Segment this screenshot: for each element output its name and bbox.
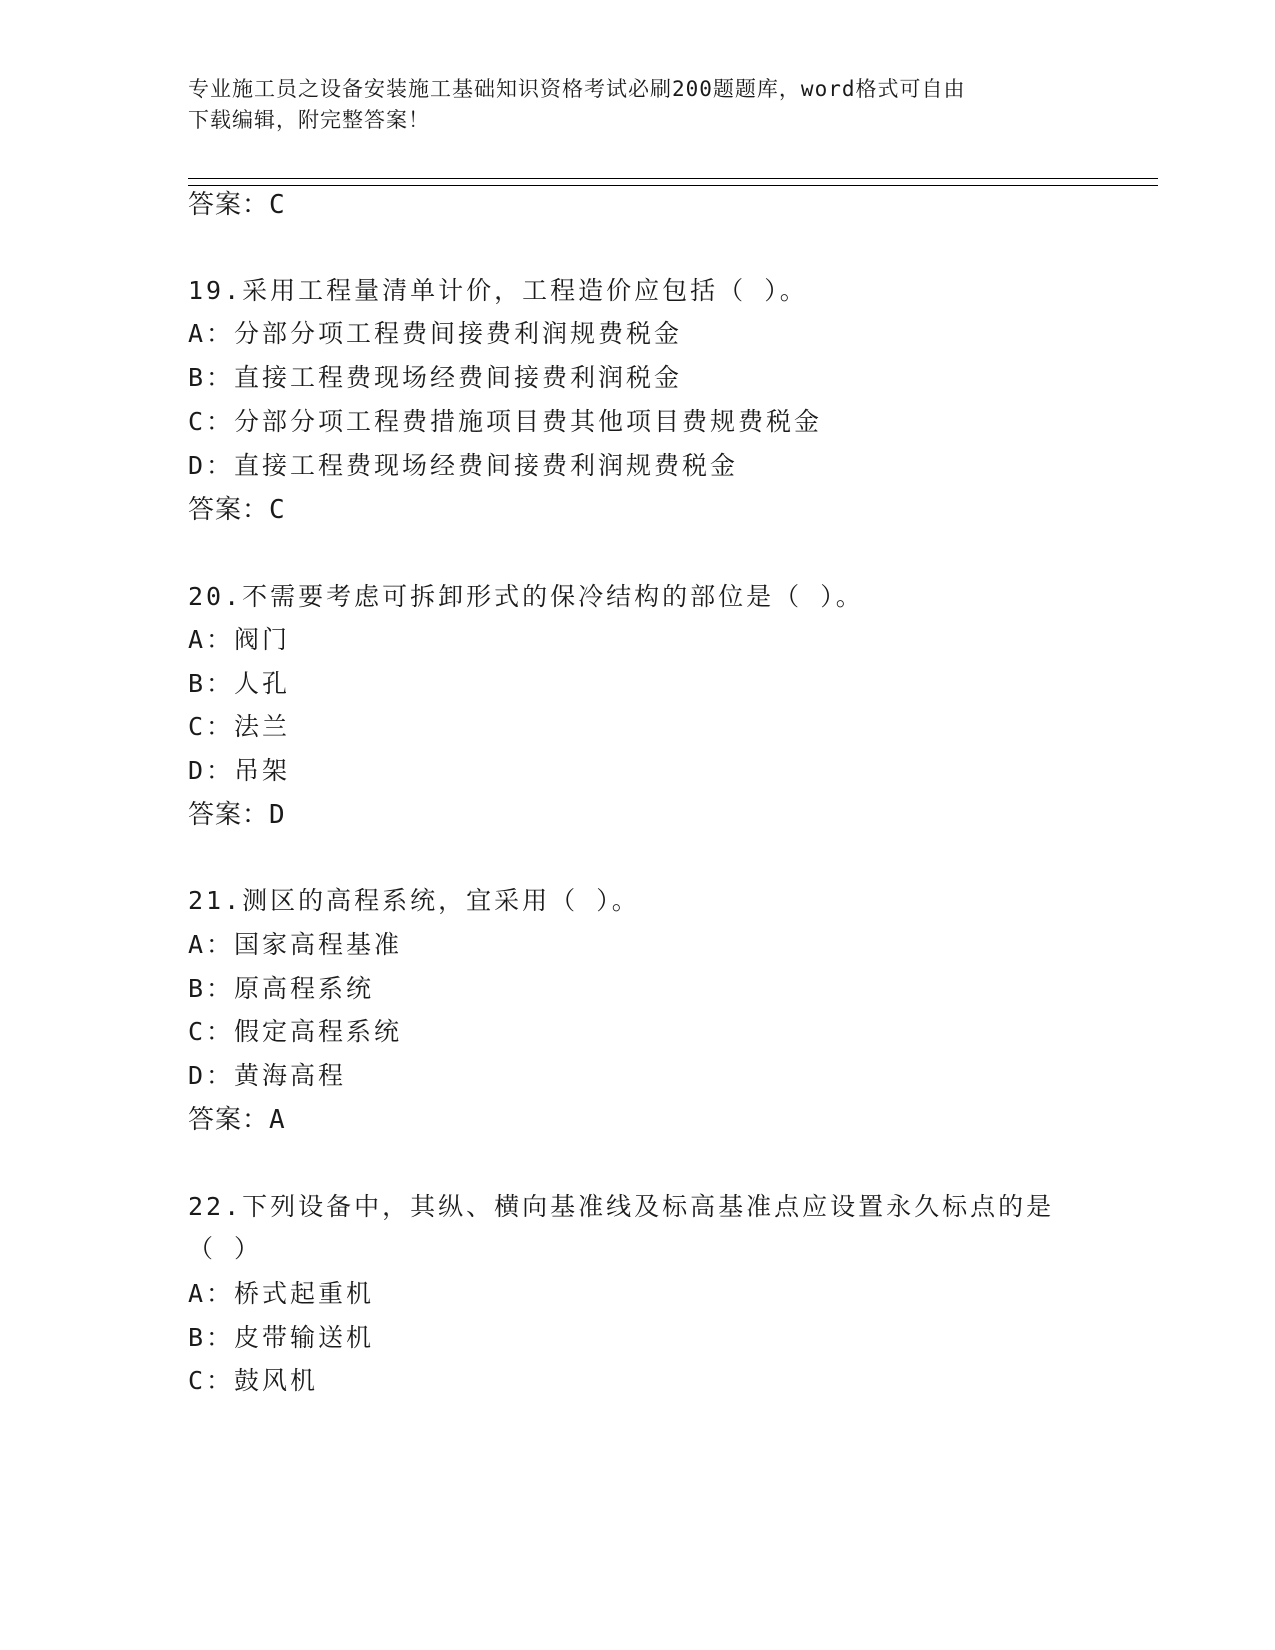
answer-label: 答案： — [188, 1105, 270, 1135]
answer-value: C — [269, 495, 286, 525]
answer-label: 答案： — [188, 190, 270, 220]
question-21 — [188, 886, 640, 916]
option-d: D：直接工程费现场经费间接费利润规费税金 — [188, 451, 739, 480]
answer-value: C — [269, 190, 286, 220]
option-c: C：分部分项工程费措施项目费其他项目费规费税金 — [188, 407, 823, 436]
answer-value: A — [269, 1105, 286, 1135]
option-a: A：阀门 — [188, 625, 291, 654]
question-text-continued: （ ） — [188, 1234, 263, 1263]
question-text: 不需要考虑可拆卸形式的保冷结构的部位是（ ）。 — [242, 582, 864, 611]
header-divider — [188, 178, 1158, 186]
question-number: 21. — [188, 886, 243, 915]
answer-label: 答案： — [188, 800, 270, 830]
option-a: A：分部分项工程费间接费利润规费税金 — [188, 319, 683, 348]
answer-value: D — [269, 800, 286, 830]
option-c: C：假定高程系统 — [188, 1017, 403, 1046]
option-b: B：皮带输送机 — [188, 1323, 375, 1352]
question-22 — [188, 1192, 1054, 1222]
question-text: 采用工程量清单计价，工程造价应包括（ ）。 — [242, 276, 808, 305]
option-c: C：法兰 — [188, 712, 291, 741]
answer-line — [188, 800, 286, 830]
question-19 — [188, 276, 808, 306]
answer-line — [188, 495, 286, 525]
option-c: C：鼓风机 — [188, 1366, 319, 1395]
option-b: B：人孔 — [188, 669, 291, 698]
header-line-2: 下载编辑，附完整答案！ — [188, 108, 430, 132]
option-a: A：桥式起重机 — [188, 1279, 375, 1308]
page-header — [188, 74, 1088, 136]
header-line-1: 专业施工员之设备安装施工基础知识资格考试必刷200题题库，word格式可自由 — [188, 77, 966, 101]
question-number: 19. — [188, 276, 243, 305]
option-b: B：直接工程费现场经费间接费利润税金 — [188, 363, 683, 392]
question-text: 下列设备中，其纵、横向基准线及标高基准点应设置永久标点的是 — [242, 1192, 1055, 1221]
question-number: 22. — [188, 1192, 243, 1221]
option-b: B：原高程系统 — [188, 974, 375, 1003]
answer-line — [188, 190, 286, 220]
answer-line — [188, 1105, 286, 1135]
question-number: 20. — [188, 582, 243, 611]
question-text: 测区的高程系统，宜采用（ ）。 — [242, 886, 640, 915]
answer-label: 答案： — [188, 495, 270, 525]
question-20 — [188, 582, 864, 612]
option-d: D：黄海高程 — [188, 1061, 347, 1090]
option-d: D：吊架 — [188, 756, 291, 785]
option-a: A：国家高程基准 — [188, 930, 403, 959]
